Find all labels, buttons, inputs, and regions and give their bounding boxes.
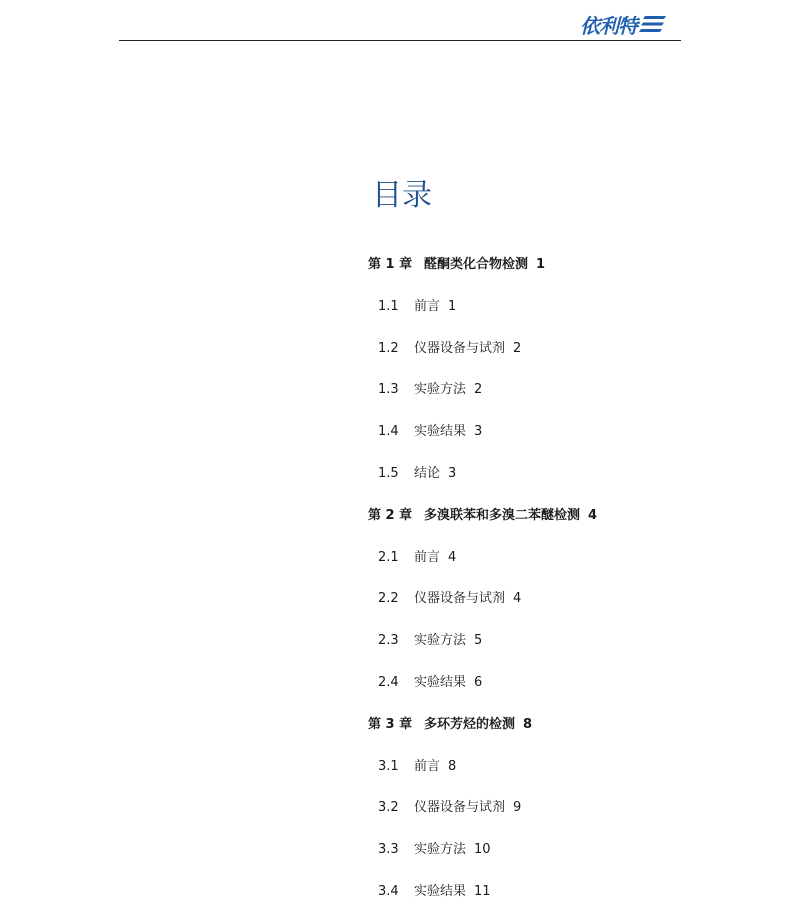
toc-entry-number: 3.2 [378, 800, 399, 815]
toc-entry-number: 第 1 章 [368, 257, 413, 272]
toc-entry-number: 2.4 [378, 675, 399, 690]
toc-entry-page: 8 [523, 717, 533, 732]
toc-section-entry[interactable] [378, 423, 482, 441]
toc-entry-title: 结论 [414, 466, 441, 481]
toc-entry-title: 前言 [414, 550, 441, 565]
toc-entry-page: 6 [474, 675, 483, 690]
toc-entry-number: 1.3 [378, 382, 399, 397]
toc-title: 目录 [372, 178, 432, 213]
toc-entry-title: 多环芳烃的检测 [424, 717, 516, 732]
toc-section-entry[interactable] [378, 799, 521, 817]
toc-entry-number: 3.3 [378, 842, 399, 857]
toc-entry-number: 3.1 [378, 759, 399, 774]
logo-text: 依利特 [580, 13, 637, 38]
toc-entry-title: 仪器设备与试剂 [414, 341, 506, 356]
toc-entry-number: 2.2 [378, 591, 399, 606]
toc-section-entry[interactable] [378, 674, 482, 692]
toc-entry-title: 醛酮类化合物检测 [424, 257, 529, 272]
toc-entry-number: 2.1 [378, 550, 399, 565]
toc-entry-page: 11 [474, 884, 491, 899]
toc-entry-title: 前言 [414, 759, 441, 774]
toc-section-entry[interactable] [378, 758, 456, 776]
toc-entry-page: 2 [513, 341, 522, 356]
toc-entry-title: 多溴联苯和多溴二苯醚检测 [424, 508, 581, 523]
toc-entry-page: 5 [474, 633, 483, 648]
toc-entry-page: 3 [474, 424, 483, 439]
toc-section-entry[interactable] [378, 381, 482, 399]
toc-entry-title: 实验结果 [414, 884, 467, 899]
toc-entry-page: 8 [448, 759, 457, 774]
toc-entry-title: 仪器设备与试剂 [414, 591, 506, 606]
toc-entry-page: 1 [536, 257, 546, 272]
toc-section-entry[interactable] [378, 883, 491, 901]
toc-entry-page: 1 [448, 299, 457, 314]
toc-entry-page: 10 [474, 842, 491, 857]
toc-section-entry[interactable] [378, 590, 521, 608]
toc-chapter-entry[interactable] [368, 256, 545, 274]
toc-entry-number: 1.1 [378, 299, 399, 314]
toc-chapter-entry[interactable] [368, 507, 597, 525]
toc-entry-page: 9 [513, 800, 522, 815]
toc-entry-number: 1.4 [378, 424, 399, 439]
toc-section-entry[interactable] [378, 841, 491, 859]
toc-section-entry[interactable] [378, 549, 456, 567]
toc-entry-title: 实验结果 [414, 424, 467, 439]
toc-entry-page: 4 [448, 550, 457, 565]
toc-entry-title: 前言 [414, 299, 441, 314]
toc-entry-number: 1.2 [378, 341, 399, 356]
toc-entry-number: 1.5 [378, 466, 399, 481]
toc-entry-page: 2 [474, 382, 483, 397]
toc-chapter-entry[interactable] [368, 716, 532, 734]
toc-entry-title: 实验方法 [414, 382, 467, 397]
toc-entry-number: 2.3 [378, 633, 399, 648]
toc-entry-title: 实验结果 [414, 675, 467, 690]
toc-entry-number: 3.4 [378, 884, 399, 899]
toc-entry-number: 第 3 章 [368, 717, 413, 732]
toc-entry-page: 3 [448, 466, 457, 481]
toc-section-entry[interactable] [378, 298, 456, 316]
toc-entry-number: 第 2 章 [368, 508, 413, 523]
toc-entry-page: 4 [513, 591, 522, 606]
toc-entry-page: 4 [588, 508, 598, 523]
toc-entry-title: 实验方法 [414, 633, 467, 648]
toc-entry-title: 实验方法 [414, 842, 467, 857]
toc-section-entry[interactable] [378, 632, 482, 650]
toc-entry-title: 仪器设备与试剂 [414, 800, 506, 815]
toc-section-entry[interactable] [378, 465, 456, 483]
toc-section-entry[interactable] [378, 340, 521, 358]
